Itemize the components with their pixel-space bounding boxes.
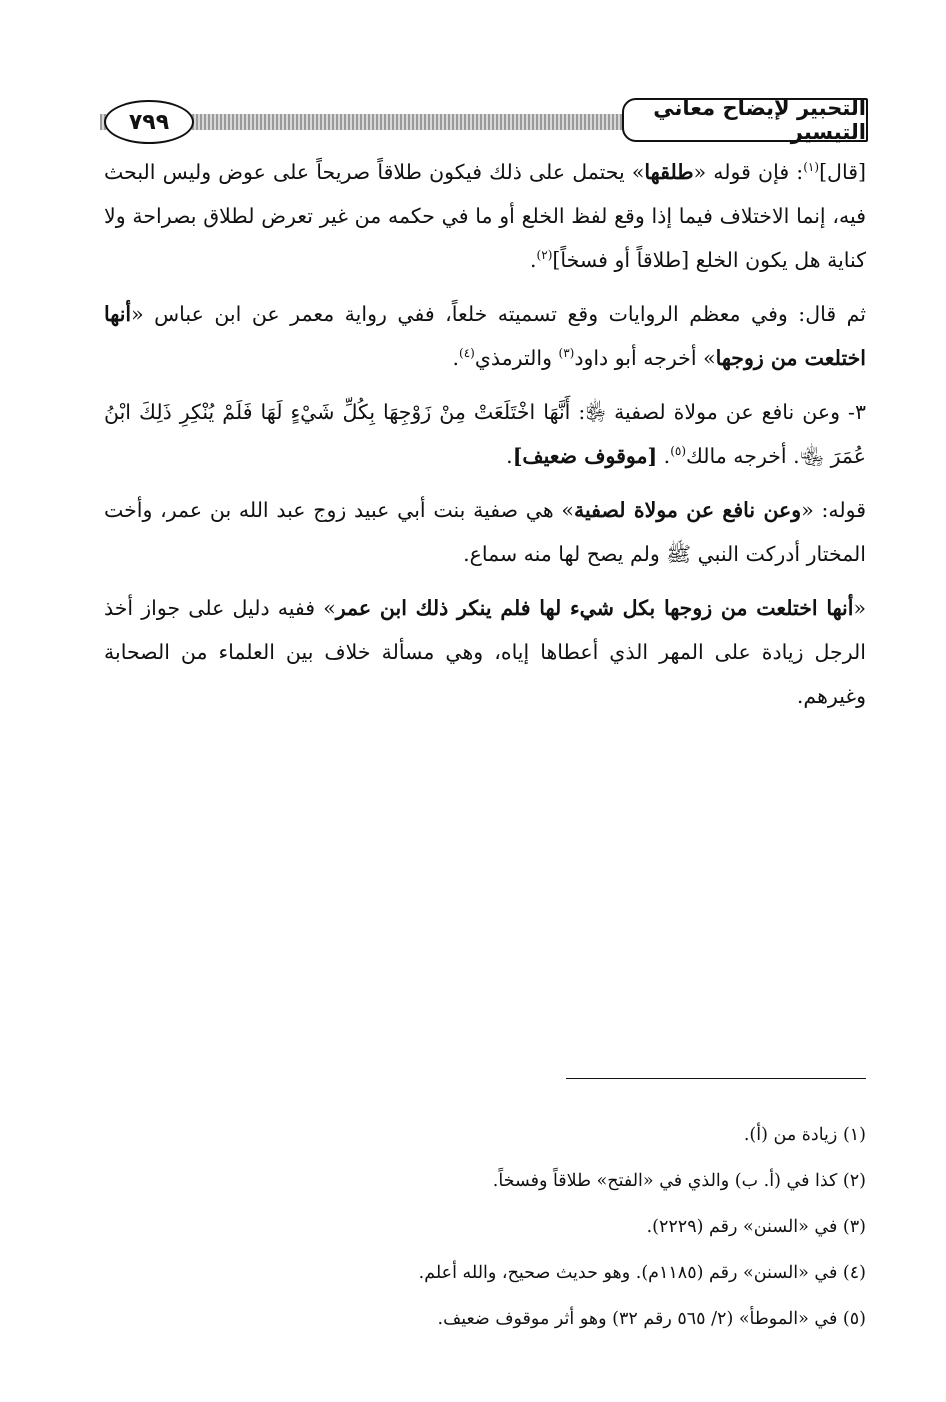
footnote-ref: (٣) [558, 346, 575, 361]
text-run: قوله: « [801, 498, 866, 522]
text-run: » يحتمل على ذلك فيكون طلاقاً صريحاً على عوض وليس البحث فيه، إنما الاختلاف فيما إذا وقع لفظ الخلع أو ما في حكمه من غير تعرض لطلاق بصراحة ولا كناية هل يكون الخلع [طلاقاً أو فسخاً] [104, 160, 866, 272]
paragraph [104, 586, 866, 718]
text-run: أَنَّهَا اخْتَلَعَتْ مِنْ زَوْجِهَا بِكُلِّ شَيْءٍ لَهَا فَلَمْ يُنْكِرِ ذَلِكَ ابْنُ عُمَرَ ﵄ [104, 400, 866, 468]
text-run: والترمذي [474, 346, 559, 370]
bold-text-run: وعن نافع عن مولاة لصفية [573, 498, 802, 522]
text-run: » هي صفية بنت أبي عبيد زوج عبد الله بن عمر، وأخت المختار أدركت النبي ﷺ ولم يصح لها منه سماع. [104, 498, 866, 566]
page-header [100, 98, 868, 146]
text-run: . أخرجه مالك [686, 444, 800, 468]
paragraph [104, 488, 866, 576]
text-run: . [452, 346, 460, 370]
bold-text-run: [موقوف ضعيف] [512, 444, 658, 468]
text-run: : فإن قوله « [693, 160, 804, 184]
footnote-ref: (٢) [536, 248, 553, 263]
footnote-ref: (١) [803, 160, 820, 175]
text-run: » أخرجه أبو داود [574, 346, 716, 370]
footnote-4: (٤) في «السنن» رقم (١١٨٥م). وهو حديث صحيح، والله أعلم. [418, 1263, 866, 1283]
text-run: . [657, 444, 671, 468]
text-run: . [506, 444, 513, 468]
text-run: ثم قال: وفي معظم الروايات وقع تسميته خلعاً، ففي رواية معمر عن ابن عباس « [131, 302, 866, 326]
footnote-separator [566, 1078, 866, 1079]
footnotes [200, 1112, 866, 1342]
bold-text-run: أنها اختلعت من زوجها [104, 302, 866, 370]
text-run: ٣- وعن نافع عن مولاة لصفية ﵂: [570, 400, 866, 424]
footnote-1: (١) زيادة من (أ). [743, 1125, 866, 1145]
footnote-5: (٥) في «الموطأ» (٢/ ٥٦٥ رقم ٣٢) وهو أثر موقوف ضعيف. [437, 1309, 866, 1329]
footnote-ref: (٤) [459, 346, 475, 361]
text-run: « [853, 596, 866, 620]
text-run: [قال] [819, 160, 866, 184]
footnote-2: (٢) كذا في (أ. ب) والذي في «الفتح» طلاقاً وفسخاً. [492, 1171, 866, 1191]
paragraph [104, 390, 866, 478]
bold-text-run: طلقها [644, 160, 694, 184]
footnote-ref: (٥) [670, 444, 687, 459]
paragraph [104, 292, 866, 380]
text-run: . [530, 248, 537, 272]
text-run: » ففيه دليل على جواز أخذ الرجل زيادة على المهر الذي أعطاها إياه، وهي مسألة خلاف بين العلماء من الصحابة وغيرهم. [104, 596, 866, 708]
footnote-3: (٣) في «السنن» رقم (٢٢٢٩). [646, 1217, 866, 1237]
page-number: ٧٩٩ [104, 100, 194, 144]
book-title: التحبير لإيضاح معاني التيسير [622, 98, 868, 142]
paragraph [104, 150, 866, 282]
main-text [104, 150, 866, 728]
bold-text-run: أنها اختلعت من زوجها بكل شيء لها فلم ينكر ذلك ابن عمر [335, 596, 854, 620]
